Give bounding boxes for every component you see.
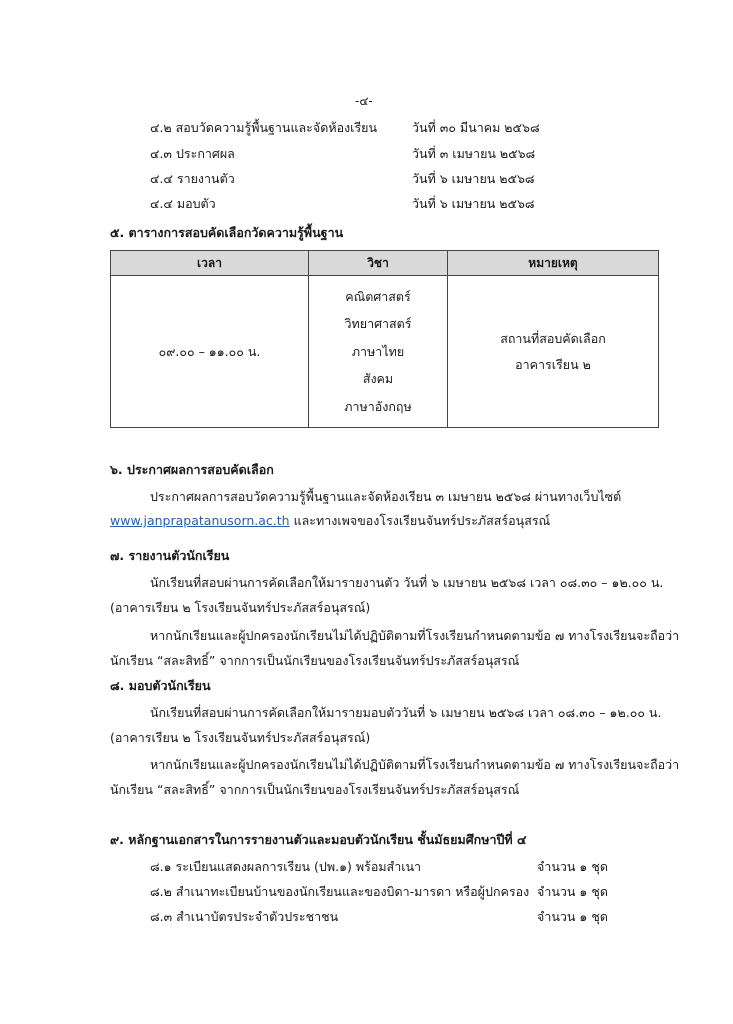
cell-note [448,276,659,428]
section-8-text: นักเรียน “สละสิทธิ์” จากการเป็นนักเรียนของโรงเรียนจันทร์ประภัสสร์อนุสรณ์ [110,782,520,797]
section-7-text: หากนักเรียนและผู้ปกครองนักเรียนไม่ได้ปฏิบัติตามที่โรงเรียนกำหนดตามข้อ ๗ ทางโรงเรียนจะถือว่า [150,628,680,643]
header-subject: วิชา [309,251,448,276]
document-item: ๘.๒ สำเนาทะเบียนบ้านของนักเรียนและของบิดา-มารดา หรือผู้ปกครอง [150,884,530,899]
section-5-heading: ๕. ตารางการสอบคัดเลือกวัดความรู้พื้นฐาน [110,225,344,240]
document-qty: จำนวน ๑ ชุด [537,884,608,899]
schedule-item: ๔.๓ ประกาศผล [150,146,235,161]
schedule-item: ๔.๔ รายงานตัว [150,171,235,186]
header-time: เวลา [111,251,309,276]
document-item: ๘.๑ ระเบียนแสดงผลการเรียน (ปพ.๑) พร้อมสำเนา [150,859,422,874]
note-line: อาคารเรียน ๒ [515,356,591,372]
subject-item: ภาษาอังกฤษ [344,398,412,414]
schedule-item: ๔.๔ มอบตัว [150,196,216,211]
subject-item: ภาษาไทย [351,343,405,359]
section-7-text: นักเรียน “สละสิทธิ์” จากการเป็นนักเรียนของโรงเรียนจันทร์ประภัสสร์อนุสรณ์ [110,653,520,668]
cell-subjects [309,276,448,428]
schedule-date: วันที่ ๖ เมษายน ๒๕๖๘ [412,196,535,211]
exam-schedule-table [110,250,659,428]
document-qty: จำนวน ๑ ชุด [537,909,608,924]
section-8-text: (อาคารเรียน ๒ โรงเรียนจันทร์ประภัสสร์อนุสรณ์) [110,730,371,745]
section-8-text: หากนักเรียนและผู้ปกครองนักเรียนไม่ได้ปฏิบัติตามที่โรงเรียนกำหนดตามข้อ ๗ ทางโรงเรียนจะถือว่า [150,757,680,772]
section-6-line [110,511,550,531]
section-7-text: นักเรียนที่สอบผ่านการคัดเลือกให้มารายงานตัว วันที่ ๖ เมษายน ๒๕๖๘ เวลา ๐๘.๓๐ – ๑๒.๐๐ น. [150,575,664,590]
section-6-line-rest: และทางเพจของโรงเรียนจันทร์ประภัสสร์อนุสรณ์ [289,513,551,528]
subject-item: สังคม [362,371,394,387]
section-8-heading: ๘. มอบตัวนักเรียน [110,678,211,693]
section-6-heading: ๖. ประกาศผลการสอบคัดเลือก [110,462,274,477]
schedule-date: วันที่ ๖ เมษายน ๒๕๖๘ [412,171,535,186]
schedule-date: วันที่ ๓ เมษายน ๒๕๖๘ [412,146,536,161]
schedule-item: ๔.๒ สอบวัดความรู้พื้นฐานและจัดห้องเรียน [150,120,378,135]
subject-item: คณิตศาสตร์ [345,288,411,304]
subject-item: วิทยาศาสตร์ [344,316,412,332]
header-note: หมายเหตุ [448,251,659,276]
section-6-line: ประกาศผลการสอบวัดความรู้พื้นฐานและจัดห้องเรียน ๓ เมษายน ๒๕๖๘ ผ่านทางเว็บไซต์ [150,489,622,504]
section-9-heading: ๙. หลักฐานเอกสารในการรายงานตัวและมอบตัวนักเรียน ชั้นมัธยมศึกษาปีที่ ๔ [110,832,527,847]
section-7-heading: ๗. รายงานตัวนักเรียน [110,548,230,563]
table-row [111,276,659,428]
note-line: สถานที่สอบคัดเลือก [500,330,606,346]
section-7-text: (อาคารเรียน ๒ โรงเรียนจันทร์ประภัสสร์อนุสรณ์) [110,600,371,615]
cell-time: ๐๙.๐๐ – ๑๑.๐๐ น. [111,276,309,428]
schedule-date: วันที่ ๓๐ มีนาคม ๒๕๖๘ [412,120,540,135]
website-link[interactable]: www.janprapatanusorn.ac.th [110,513,290,528]
section-8-text: นักเรียนที่สอบผ่านการคัดเลือกให้มารายมอบตัววันที่ ๖ เมษายน ๒๕๖๘ เวลา ๐๘.๓๐ – ๑๒.๐๐ น. [150,705,662,720]
table-header-row [111,251,659,276]
document-item: ๘.๓ สำเนาบัตรประจำตัวประชาชน [150,909,339,924]
page-number: -๔- [355,94,373,108]
document-qty: จำนวน ๑ ชุด [537,859,608,874]
